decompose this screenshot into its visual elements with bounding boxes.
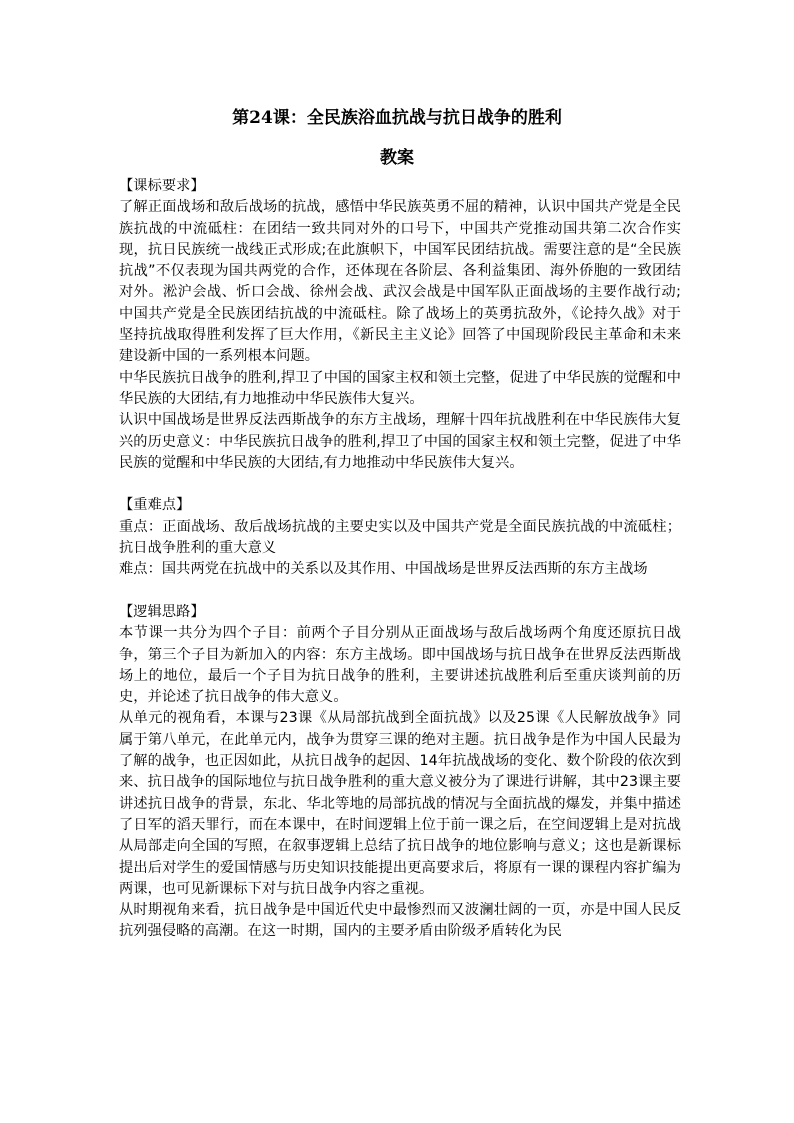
curriculum-paragraph-1: 了解正面战场和敌后战场的抗战，感悟中华民族英勇不屈的精神，认识中国共产党是全民族抗战的中流砥柱：在团结一致共同对外的口号下，中国共产党推动国共第二次合作实现，抗日民族统一战线正式形成;在此旗帜下，中国军民团结抗战。需要注意的是“全民族抗战”不仅表现为国共两党的合作，还体现在各阶层、各利益集团、海外侨胞的一致团结对外。淞沪会战、忻口会战、徐州会战、武汉会战是中国军队正面战场的主要作战行动;中国共产党是全民族团结抗战的中流砥柱。除了战场上的英勇抗敌外，《论持久战》对于坚持抗战取得胜利发挥了巨大作用，《新民主主义论》回答了中国现阶段民主革命和未来建设新中国的一系列根本问题。: [119, 199, 681, 365]
logic-paragraph-1: 本节课一共分为四个子目：前两个子目分别从正面战场与敌后战场两个角度还原抗日战争，第三个子目为新加入的内容：东方主战场。即中国战场与抗日战争在世界反法西斯战场上的地位，最后一个子目为抗日战争的胜利，主要讲述抗战胜利后至重庆谈判前的历史，并论述了抗日战争的伟大意义。: [119, 625, 681, 706]
section-heading-logic: 【逻辑思路】: [119, 603, 205, 620]
section-heading-curriculum: 【课标要求】: [119, 178, 205, 194]
page-title: 第24课：全民族浴血抗战与抗日战争的胜利: [232, 108, 562, 128]
curriculum-paragraph-3: 认识中国战场是世界反法西斯战争的东方主战场，理解十四年抗战胜利在中华民族伟大复兴的历史意义：中华民族抗日战争的胜利,捍卫了中国的国家主权和领土完整，促进了中华民族的觉醒和中华民族的大团结,有力地推动中华民族伟大复兴。: [119, 412, 681, 471]
curriculum-paragraph-2: 中华民族抗日战争的胜利,捍卫了中国的国家主权和领土完整，促进了中华民族的觉醒和中华民族的大团结,有力地推动中华民族伟大复兴。: [119, 369, 681, 407]
spacer: [119, 581, 681, 602]
section-heading-key-points: 【重难点】: [119, 497, 191, 514]
document-body: [119, 176, 681, 943]
difficult-points-paragraph: 难点：国共两党在抗战中的关系以及其作用、中国战场是世界反法西斯的东方主战场: [119, 561, 648, 578]
logic-paragraph-2: 从单元的视角看，本课与23课《从局部抗战到全面抗战》以及25课《人民解放战争》同属于第八单元，在此单元内，战争为贯穿三课的绝对主题。抗日战争是作为中国人民最为了解的战争，也正因如此，从抗日战争的起因、14年抗战战场的变化、数个阶段的依次到来、抗日战争的国际地位与抗日战争胜利的重大意义被分为了课进行讲解，其中23课主要讲述抗日战争的背景，东北、华北等地的局部抗战的情况与全面抗战的爆发，并集中描述了日军的滔天罪行，而在本课中，在时间逻辑上位于前一课之后，在空间逻辑上是对抗战从局部走向全国的写照，在叙事逻辑上总结了抗日战争的地位影响与意义；这也是新课标提出后对学生的爱国情感与历史知识技能提出更高要求后，将原有一课的课程内容扩编为两课，也可见新课标下对与抗日战争内容之重视。: [119, 710, 681, 897]
spacer: [119, 474, 681, 495]
key-points-paragraph: 重点：正面战场、敌后战场抗战的主要史实以及中国共产党是全面民族抗战的中流砥柱；抗日战争胜利的重大意义: [119, 518, 681, 557]
page-subtitle: 教案: [380, 148, 414, 168]
logic-paragraph-3: 从时期视角来看，抗日战争是中国近代史中最惨烈而又波澜壮阔的一页，亦是中国人民反抗列强侵略的高潮。在这一时期，国内的主要矛盾由阶级矛盾转化为民: [119, 902, 681, 940]
